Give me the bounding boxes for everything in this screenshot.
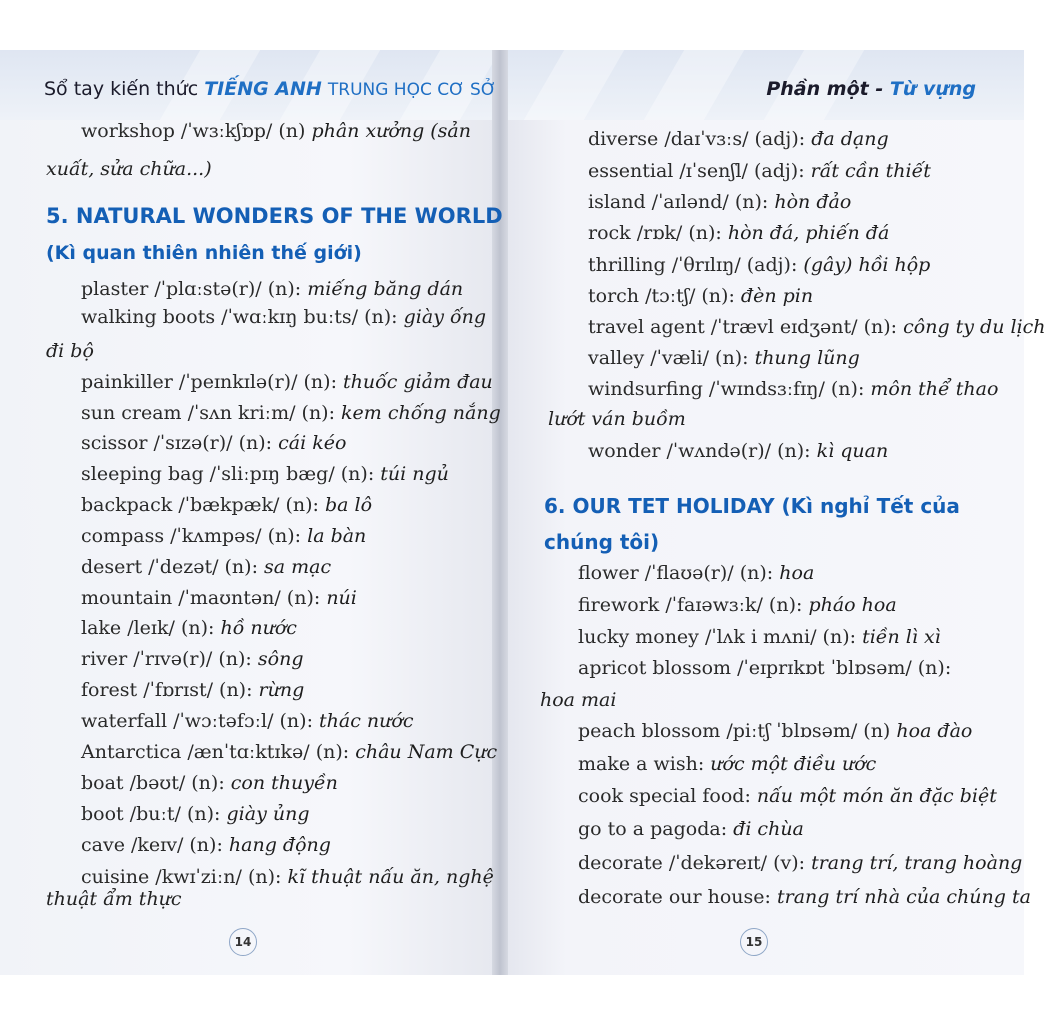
entry-word: valley /ˈvæli/ (n): — [588, 347, 749, 369]
entry-word: plaster /ˈplɑːstə(r)/ (n): — [81, 278, 302, 300]
entry-meaning: công ty du lịch — [903, 316, 1046, 338]
header-part2: Từ vựng — [889, 78, 976, 100]
vocab-entry — [588, 254, 930, 276]
entry-meaning: (gây) hồi hộp — [803, 254, 931, 276]
entry-word: torch /tɔːtʃ/ (n): — [588, 285, 735, 307]
entry-word: waterfall /ˈwɔːtəfɔːl/ (n): — [81, 710, 313, 732]
entry-word: firework /ˈfaɪəwɜːk/ (n): — [578, 594, 803, 616]
vocab-entry — [588, 378, 998, 400]
running-header-left — [44, 78, 496, 100]
entry-word: lake /leɪk/ (n): — [81, 617, 215, 639]
entry-meaning: thác nước — [319, 710, 414, 732]
entry-meaning: hòn đá, phiến đá — [727, 222, 890, 244]
section-title-cont: chúng tôi) — [544, 530, 660, 554]
entry-workshop: workshop /ˈwɜːkʃɒp/ (n) phân xưởng (sản — [81, 120, 471, 142]
entry-word: sleeping bag /ˈsliːpɪŋ bæg/ (n): — [81, 463, 375, 485]
vocab-entry — [81, 494, 372, 516]
entry-word: compass /ˈkʌmpəs/ (n): — [81, 525, 302, 547]
entry-word: forest /ˈfɒrɪst/ (n): — [81, 679, 253, 701]
entry-word: diverse /daɪˈvɜːs/ (adj): — [588, 128, 806, 150]
entry-word: river /ˈrɪvə(r)/ (n): — [81, 648, 252, 670]
vocab-entry — [81, 648, 303, 670]
header-part1: Phần một — [766, 78, 869, 100]
vocab-entry — [578, 785, 997, 807]
entry-word: decorate our house: — [578, 886, 771, 908]
entry-meaning: đi chùa — [733, 818, 804, 840]
entry-word: cook special food: — [578, 785, 751, 807]
vocab-entry — [578, 594, 897, 616]
entry-meaning: giày ủng — [226, 803, 310, 825]
section-subtitle: (Kì quan thiên nhiên thế giới) — [46, 242, 362, 264]
header-prefix: Sổ tay kiến thức — [44, 78, 199, 100]
entry-continuation: hoa mai — [540, 689, 617, 711]
entry-meaning: miếng băng dán — [307, 278, 464, 300]
vocab-entry — [588, 347, 860, 369]
entry-meaning: hồ nước — [220, 617, 297, 639]
entry-meaning: tiền lì xì — [862, 626, 941, 648]
entry-meaning: la bàn — [307, 525, 367, 547]
header-highlight: TIẾNG ANH — [204, 78, 322, 100]
vocab-entry — [81, 710, 413, 732]
vocab-entry — [81, 463, 449, 485]
entry-continuation: thuật ẩm thực — [46, 888, 182, 910]
vocab-entry — [578, 626, 941, 648]
entry-meaning: túi ngủ — [380, 463, 449, 485]
entry-word: flower /ˈflaʊə(r)/ (n): — [578, 562, 774, 584]
entry-continuation: đi bộ — [46, 340, 94, 362]
entry-meaning: đa dạng — [811, 128, 889, 150]
vocab-entry — [578, 720, 972, 742]
entry-word: make a wish: — [578, 753, 705, 775]
entry-meaning: sa mạc — [264, 556, 332, 578]
running-header-right — [766, 78, 976, 100]
entry-word: travel agent /ˈtrævl eɪdʒənt/ (n): — [588, 316, 898, 338]
entry-meaning: trang trí nhà của chúng ta — [776, 886, 1031, 908]
entry-word: backpack /ˈbækpæk/ (n): — [81, 494, 319, 516]
vocab-entry — [578, 886, 1031, 908]
entry-word: essential /ɪˈsenʃl/ (adj): — [588, 160, 805, 182]
vocab-entry — [588, 285, 813, 307]
entry-word: mountain /ˈmaʊntən/ (n): — [81, 587, 321, 609]
entry-word: painkiller /ˈpeɪnkɪlə(r)/ (n): — [81, 371, 337, 393]
entry-meaning: giày ống — [403, 306, 486, 328]
entry-meaning: đèn pin — [740, 285, 814, 307]
entry-meaning: ba lô — [324, 494, 373, 516]
entry-word: scissor /ˈsɪzə(r)/ (n): — [81, 432, 273, 454]
entry-continuation: xuất, sửa chữa...) — [46, 158, 212, 180]
entry-meaning: nấu một món ăn đặc biệt — [756, 785, 997, 807]
vocab-entry — [578, 657, 951, 679]
entry-meaning: môn thể thao — [870, 378, 999, 400]
vocab-entry — [81, 772, 338, 794]
vocab-entry — [81, 679, 304, 701]
entry-meaning: pháo hoa — [808, 594, 897, 616]
entry-meaning: con thuyền — [230, 772, 338, 794]
entry-word: windsurfing /ˈwɪndsɜːfɪŋ/ (n): — [588, 378, 865, 400]
vocab-entry — [81, 525, 366, 547]
vocab-entry — [578, 562, 814, 584]
vocab-entry — [588, 440, 888, 462]
entry-word: boat /bəʊt/ (n): — [81, 772, 225, 794]
vocab-entry — [81, 617, 297, 639]
entry-word: peach blossom /piːtʃ ˈblɒsəm/ (n) — [578, 720, 891, 742]
vocab-entry — [81, 371, 493, 393]
vocab-entry — [81, 402, 501, 424]
vocab-entry — [81, 834, 331, 856]
entry-word: desert /ˈdezət/ (n): — [81, 556, 258, 578]
entry-word: cave /keɪv/ (n): — [81, 834, 223, 856]
entry-word: apricot blossom /ˈeɪprɪkɒt ˈblɒsəm/ (n): — [578, 657, 952, 679]
entry-word: walking boots /ˈwɑːkɪŋ buːts/ (n): — [81, 306, 398, 328]
entry-meaning: rất cần thiết — [810, 160, 931, 182]
entry-continuation: lướt ván buồm — [548, 408, 686, 430]
vocab-entry — [588, 191, 851, 213]
vocab-entry — [81, 741, 497, 763]
entry-meaning: kem chống nắng — [341, 402, 501, 424]
entry-meaning: thuốc giảm đau — [343, 371, 493, 393]
entry-meaning: cái kéo — [278, 432, 347, 454]
entry-meaning: thung lũng — [754, 347, 860, 369]
entry-word: boot /buːt/ (n): — [81, 803, 221, 825]
vocab-entry — [81, 278, 463, 300]
entry-meaning: hang động — [228, 834, 331, 856]
entry-meaning: kĩ thuật nấu ăn, nghệ — [287, 866, 494, 888]
entry-word: wonder /ˈwʌndə(r)/ (n): — [588, 440, 811, 462]
entry-meaning: hoa — [779, 562, 815, 584]
vocab-entry — [81, 587, 357, 609]
vocab-entry — [588, 222, 889, 244]
entry-word: sun cream /ˈsʌn kriːm/ (n): — [81, 402, 335, 424]
vocab-entry — [81, 866, 494, 888]
vocab-entry — [81, 306, 486, 328]
entry-word: rock /rɒk/ (n): — [588, 222, 722, 244]
vocab-entry — [81, 803, 310, 825]
vocab-entry — [578, 852, 1022, 874]
page-number: 15 — [740, 928, 768, 956]
page-number: 14 — [229, 928, 257, 956]
entry-word: cuisine /kwɪˈziːn/ (n): — [81, 866, 282, 888]
entry-meaning: trang trí, trang hoàng — [811, 852, 1023, 874]
entry-word: Antarctica /ænˈtɑːktɪkə/ (n): — [81, 741, 350, 763]
entry-word: lucky money /ˈlʌk i mʌni/ (n): — [578, 626, 857, 648]
entry-meaning: sông — [257, 648, 304, 670]
entry-word: thrilling /ˈθrɪlɪŋ/ (adj): — [588, 254, 798, 276]
header-separator: - — [875, 78, 884, 100]
vocab-entry — [81, 556, 331, 578]
entry-meaning: hòn đảo — [774, 191, 852, 213]
entry-word: decorate /ˈdekəreɪt/ (v): — [578, 852, 806, 874]
entry-meaning: rừng — [258, 679, 305, 701]
vocab-entry — [588, 128, 889, 150]
book-spine — [492, 50, 508, 975]
section-title: 6. OUR TET HOLIDAY (Kì nghỉ Tết của — [544, 494, 960, 518]
entry-meaning: kì quan — [816, 440, 889, 462]
section-title: 5. NATURAL WONDERS OF THE WORLD — [46, 204, 503, 228]
header-suffix: TRUNG HỌC CƠ SỞ — [327, 80, 497, 100]
entry-meaning: châu Nam Cực — [355, 741, 498, 763]
entry-word: go to a pagoda: — [578, 818, 728, 840]
entry-meaning: ước một điều ước — [710, 753, 877, 775]
vocab-entry — [578, 753, 876, 775]
vocab-entry — [81, 432, 346, 454]
vocab-entry — [588, 160, 931, 182]
entry-word: island /ˈaɪlənd/ (n): — [588, 191, 769, 213]
entry-meaning: hoa đào — [896, 720, 973, 742]
entry-meaning: núi — [326, 587, 357, 609]
vocab-entry — [588, 316, 1046, 338]
vocab-entry — [578, 818, 804, 840]
